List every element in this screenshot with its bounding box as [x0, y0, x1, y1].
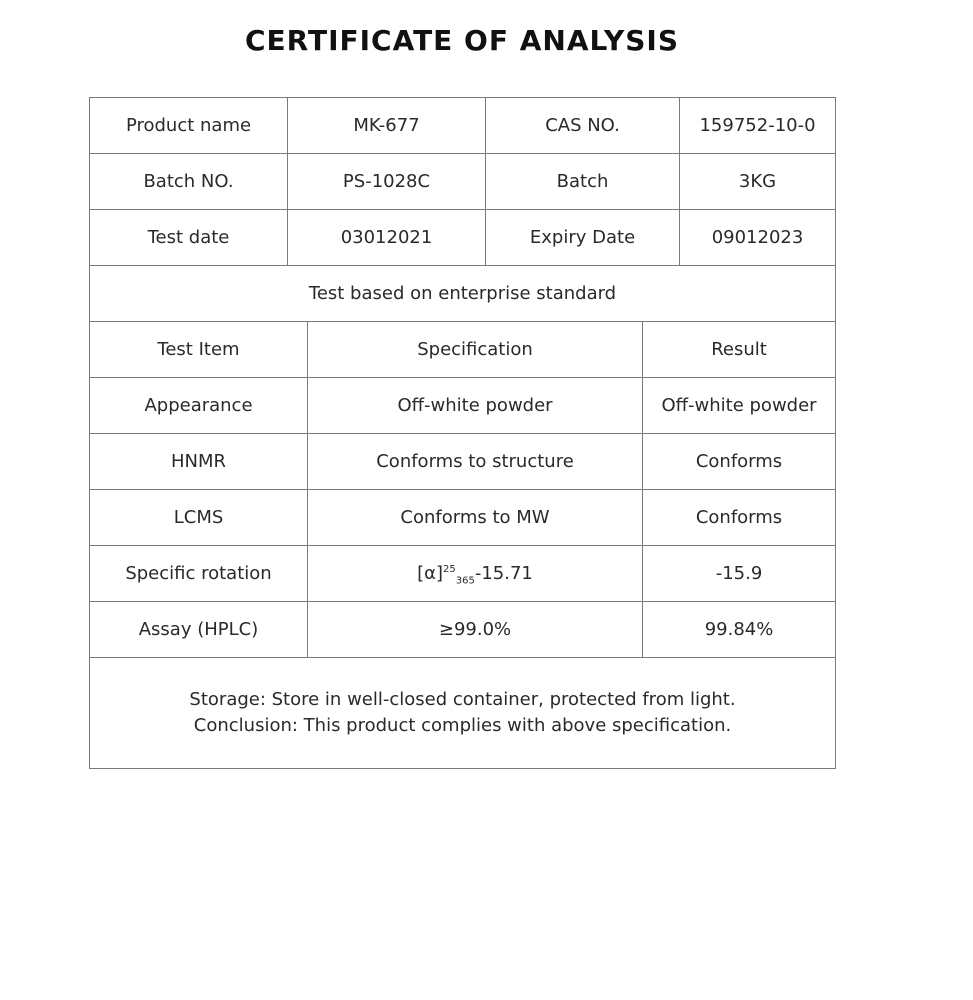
test-item: HNMR [90, 434, 308, 490]
rotation-temperature: 25 [443, 564, 456, 575]
storage-note: Storage: Store in well-closed container, protected from light. [189, 689, 736, 710]
table-row [90, 434, 836, 490]
product-name-value: MK-677 [288, 98, 486, 154]
batch-no-value: PS-1028C [288, 154, 486, 210]
cas-value: 159752-10-0 [680, 98, 836, 154]
standard-row [90, 266, 836, 322]
test-item: Assay (HPLC) [90, 602, 308, 658]
column-header-item: Test Item [90, 322, 308, 378]
footer-row [90, 658, 836, 769]
cas-label: CAS NO. [486, 98, 680, 154]
test-spec: Conforms to structure [308, 434, 643, 490]
test-spec: ≥99.0% [308, 602, 643, 658]
rotation-prefix: [α] [417, 563, 444, 584]
test-result: 99.84% [643, 602, 836, 658]
conclusion-note: Conclusion: This product complies with above specification. [193, 715, 732, 736]
test-item: Appearance [90, 378, 308, 434]
test-item: LCMS [90, 490, 308, 546]
test-spec: Conforms to MW [308, 490, 643, 546]
test-item: Specific rotation [90, 546, 308, 602]
analysis-table [89, 97, 836, 769]
test-date-value: 03012021 [288, 210, 486, 266]
table-row [90, 490, 836, 546]
table-row [90, 602, 836, 658]
footer-cell [90, 658, 836, 769]
product-row [90, 98, 836, 154]
batch-no-label: Batch NO. [90, 154, 288, 210]
table-row [90, 378, 836, 434]
test-result: Conforms [643, 434, 836, 490]
standard-note: Test based on enterprise standard [90, 266, 836, 322]
batch-row [90, 154, 836, 210]
column-header-spec: Specification [308, 322, 643, 378]
product-name-label: Product name [90, 98, 288, 154]
test-date-label: Test date [90, 210, 288, 266]
rotation-wavelength: 365 [455, 575, 475, 587]
batch-value: 3KG [680, 154, 836, 210]
document-title: CERTIFICATE OF ANALYSIS [244, 24, 680, 57]
test-result: -15.9 [643, 546, 836, 602]
expiry-date-value: 09012023 [680, 210, 836, 266]
test-result: Conforms [643, 490, 836, 546]
expiry-date-label: Expiry Date [486, 210, 680, 266]
batch-label: Batch [486, 154, 680, 210]
test-result: Off-white powder [643, 378, 836, 434]
date-row [90, 210, 836, 266]
column-header-row [90, 322, 836, 378]
column-header-result: Result [643, 322, 836, 378]
table-row [90, 546, 836, 602]
rotation-value: -15.71 [474, 563, 533, 584]
test-spec: Off-white powder [308, 378, 643, 434]
test-spec-rotation [308, 546, 643, 602]
